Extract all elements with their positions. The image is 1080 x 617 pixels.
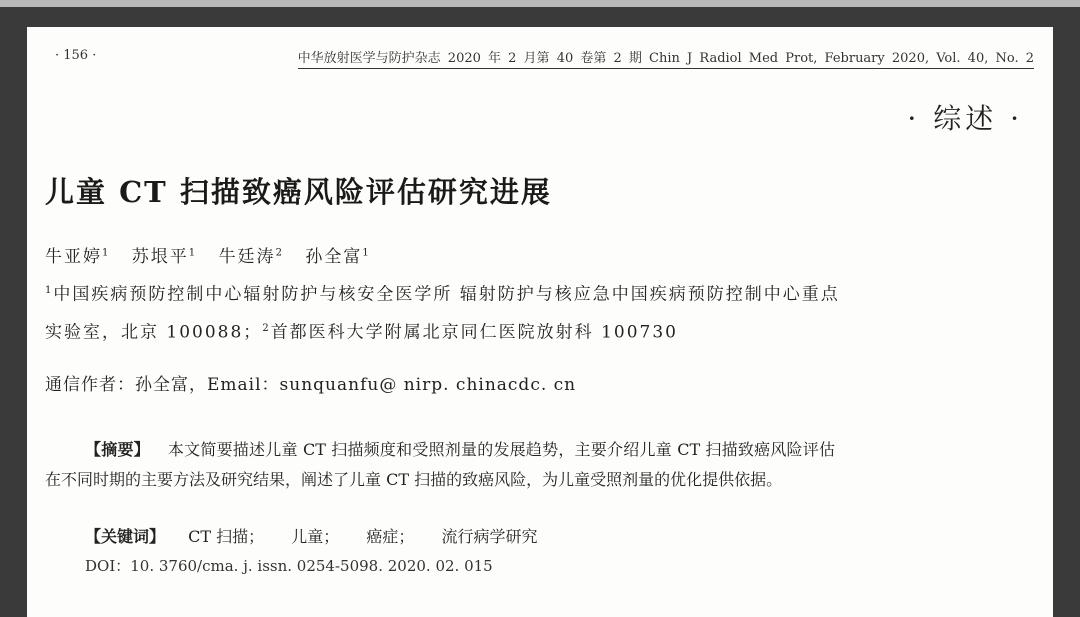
keywords-label: 【关键词】 — [85, 527, 166, 546]
journal-citation: 中华放射医学与防护杂志 2020 年 2 月第 40 卷第 2 期 Chin J Radiol Med Prot, February 2020, Vol. 40, No. 2 — [298, 47, 1034, 69]
author: 牛亚婷$^1$ — [45, 247, 111, 267]
affiliations: $^1$中国疾病预防控制中心辐射防护与核安全医学所 辐射防护与核应急中国疾病预防控制中心重点实验室，北京 100088；$^2$首都医科大学附属北京同仁医院放射科 100730 — [45, 284, 840, 343]
article-title: 儿童 CT 扫描致癌风险评估研究进展 — [45, 175, 552, 209]
doi: DOI：10. 3760/cma. j. issn. 0254-5098. 2020. 02. 015 — [85, 557, 493, 575]
author: 牛廷涛$^2$ — [218, 247, 284, 267]
keywords — [85, 524, 559, 547]
author: 苏垠平$^1$ — [131, 247, 198, 267]
document-page — [27, 27, 1053, 617]
abstract-label: 【摘要】 — [85, 440, 150, 459]
abstract-text: 本文简要描述儿童 CT 扫描频度和受照剂量的发展趋势，主要介绍儿童 CT 扫描致癌风险评估在不同时期的主要方法及研究结果，阐述了儿童 CT 扫描的致癌风险，为儿童受照剂量的优化提供依据。 — [45, 440, 835, 489]
author: 孙全富$^1$ — [305, 247, 371, 267]
page-number: · 156 · — [55, 48, 97, 63]
keyword: 癌症； — [366, 527, 415, 546]
keyword: 儿童； — [291, 527, 340, 546]
running-header — [27, 47, 1053, 69]
corresponding-author: 通信作者：孙全富，Email：sunquanfu@ nirp. chinacdc. cn — [45, 375, 577, 395]
keyword: CT 扫描； — [188, 527, 265, 546]
viewer-top-bar — [0, 0, 1080, 7]
affiliation-2: 首都医科大学附属北京同仁医院放射科 100730 — [270, 322, 678, 343]
abstract — [45, 435, 835, 495]
keyword: 流行病学研究 — [441, 527, 538, 546]
author-list — [45, 242, 371, 267]
section-label: · 综述 · — [907, 102, 1023, 135]
affiliation-1: 中国疾病预防控制中心辐射防护与核安全医学所 辐射防护与核应急中国疾病预防控制中心重点实验室，北京 100088； — [45, 284, 840, 343]
